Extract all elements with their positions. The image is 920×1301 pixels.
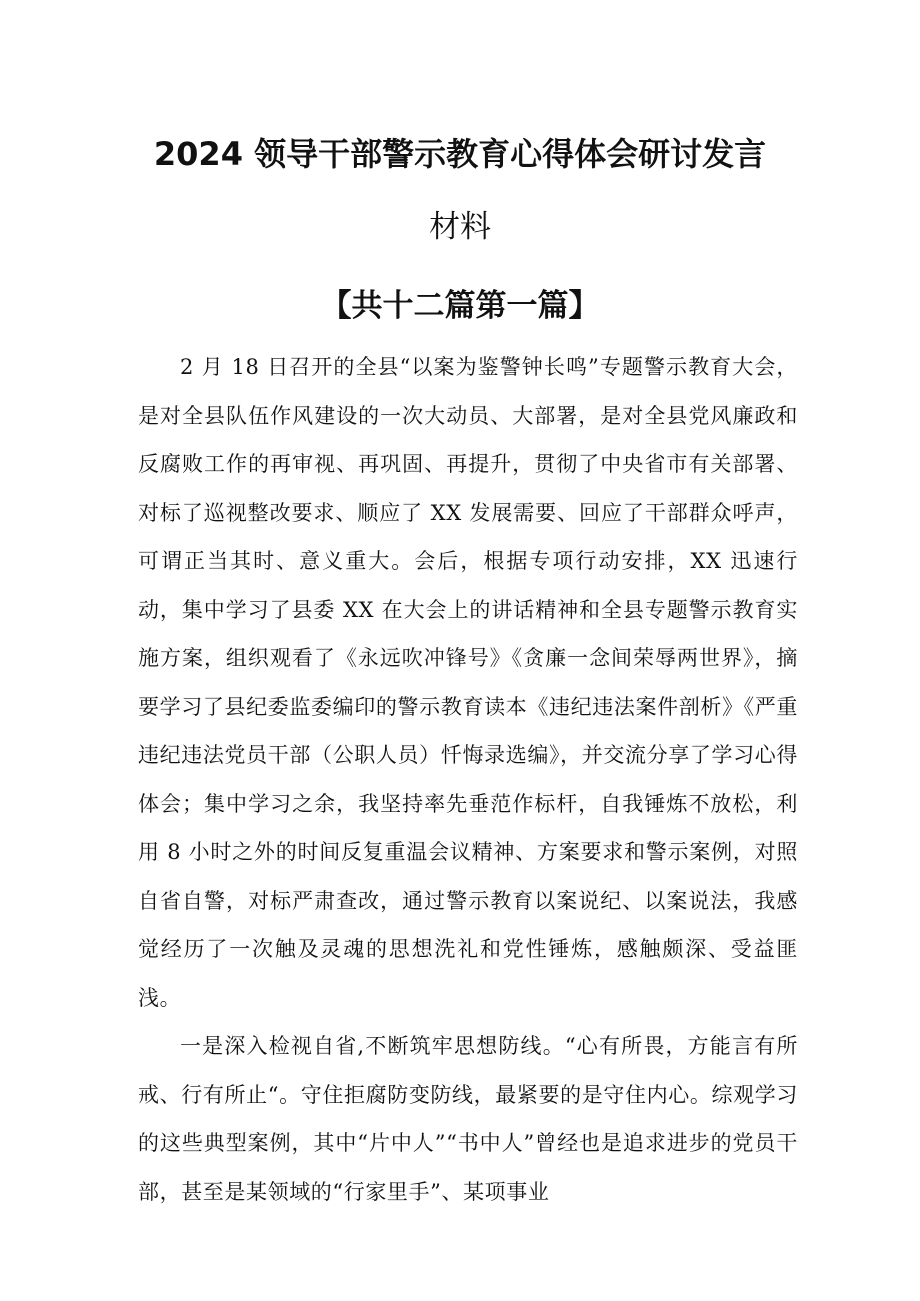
document-title-line-1: 2024 领导干部警示教育心得体会研讨发言	[153, 135, 767, 173]
document-title-line-2: 材料	[429, 209, 491, 245]
body-paragraph-2: 一是深入检视自省,不断筑牢思想防线。“心有所畏，方能言有所戒、行有所止“。守住拒腐防变防线，最紧要的是守住内心。综观学习的这些典型案例，其中“片中人”“书中人”曾经也是追求进步的党员干部，甚至是某领域的“行家里手”、某项事业	[138, 1034, 798, 1204]
body-paragraph-1: 2 月 18 日召开的全县“以案为鉴警钟长鸣”专题警示教育大会，是对全县队伍作风建设的一次大动员、大部署，是对全县党风廉政和反腐败工作的再审视、再巩固、再提升，贯彻了中央省市有关部署、对标了巡视整改要求、顺应了 XX 发展需要、回应了干部群众呼声，可谓正当其时、意义重大。会后，根据专项行动安排，XX 迅速行动，集中学习了县委 XX 在大会上的讲话精神和全县专题警示教育实施方案，组织观看了《永远吹冲锋号》《贪廉一念间荣辱两世界》，摘要学习了县纪委监委编印的警示教育读本《违纪违法案件剖析》《严重违纪违法党员干部（公职人员）忏悔录选编》，并交流分享了学习心得体会；集中学习之余，我坚持率先垂范作标杆，自我锤炼不放松，利用 8 小时之外的时间反复重温会议精神、方案要求和警示案例，对照自省自警，对标严肃查改，通过警示教育以案说纪、以案说法，我感觉经历了一次触及灵魂的思想洗礼和党性锤炼，感触颇深、受益匪浅。	[138, 355, 798, 1010]
document-subtitle: 【共十二篇第一篇】	[320, 288, 600, 324]
